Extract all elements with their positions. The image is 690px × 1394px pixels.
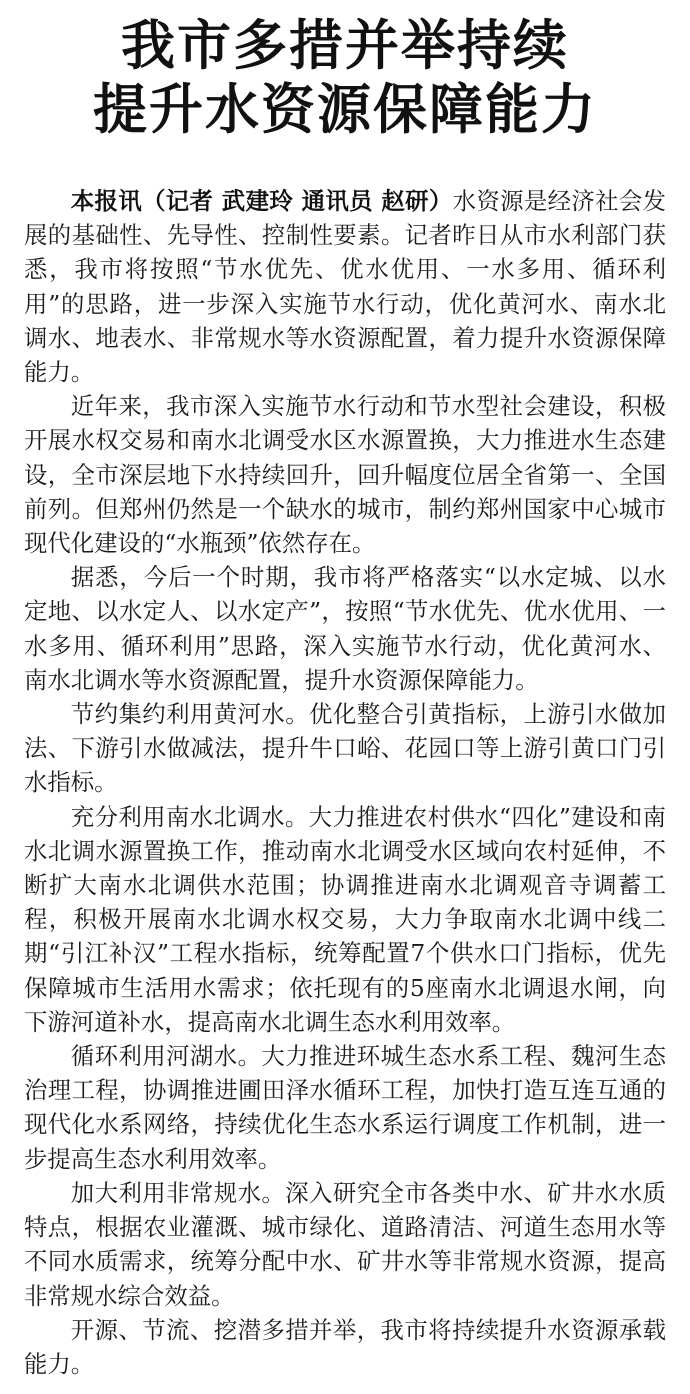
paragraph: 充分利用南水北调水。大力推进农村供水“四化”建设和南水北调水源置换工作，推动南水北调受水区域向农村延伸，不断扩大南水北调供水范围；协调推进南水北调观音寺调蓄工程，积极开展南水北调水权交易，大力争取南水北调中线二期“引江补汉”工程水指标，统筹配置7个供水口门指标，优先保障城市生活用水需求；依托现有的5座南水北调退水闸，向下游河道补水，提高南水北调生态水利用效率。 (24, 802, 666, 1036)
byline: 本报讯（记者 武建玲 通讯员 赵研） (70, 187, 453, 215)
headline (24, 0, 666, 142)
paragraph: 近年来，我市深入实施节水行动和节水型社会建设，积极开展水权交易和南水北调受水区水源置换，大力推进水生态建设，全市深层地下水持续回升，回升幅度位居全省第一、全国前列。但郑州仍然是一个缺水的城市，制约郑州国家中心城市现代化建设的“水瓶颈”依然存在。 (24, 392, 666, 558)
headline-line-2: 提升水资源保障能力 (93, 78, 597, 141)
article-body (24, 184, 666, 1381)
paragraph: 据悉，今后一个时期，我市将严格落实“以水定城、以水定地、以水定人、以水定产”，按照“节水优先、优水优用、一水多用、循环利用”思路，深入实施节水行动，优化黄河水、南水北调水等水资源配置，提升水资源保障能力。 (24, 563, 666, 694)
paragraph-lead (24, 184, 666, 389)
paragraph: 加大利用非常规水。深入研究全市各类中水、矿井水水质特点，根据农业灌溉、城市绿化、道路清洁、河道生态用水等不同水质需求，统筹分配中水、矿井水等非常规水资源，提高非常规水综合效益。 (24, 1178, 666, 1310)
paragraph-lead-text: 水资源是经济社会发展的基础性、先导性、控制性要素。记者昨日从市水利部门获悉，我市将按照“节水优先、优水优用、一水多用、循环利用”的思路，进一步深入实施节水行动，优化黄河水、南水北调水、地表水、非常规水等水资源配置，着力提升水资源保障能力。 (24, 187, 666, 387)
paragraph: 循环利用河湖水。大力推进环城生态水系工程、魏河生态治理工程，协调推进圃田泽水循环工程，加快打造互连互通的现代化水系网络，持续优化生态水系运行调度工作机制，进一步提高生态水利用效率。 (24, 1042, 666, 1173)
paragraph: 节约集约利用黄河水。优化整合引黄指标，上游引水做加法、下游引水做减法，提升牛口峪、花园口等上游引黄口门引水指标。 (24, 700, 666, 797)
paragraph: 开源、节流、挖潜多措并举，我市将持续提升水资源承载能力。 (24, 1315, 666, 1378)
headline-line-1: 我市多措并举持续 (121, 14, 569, 77)
